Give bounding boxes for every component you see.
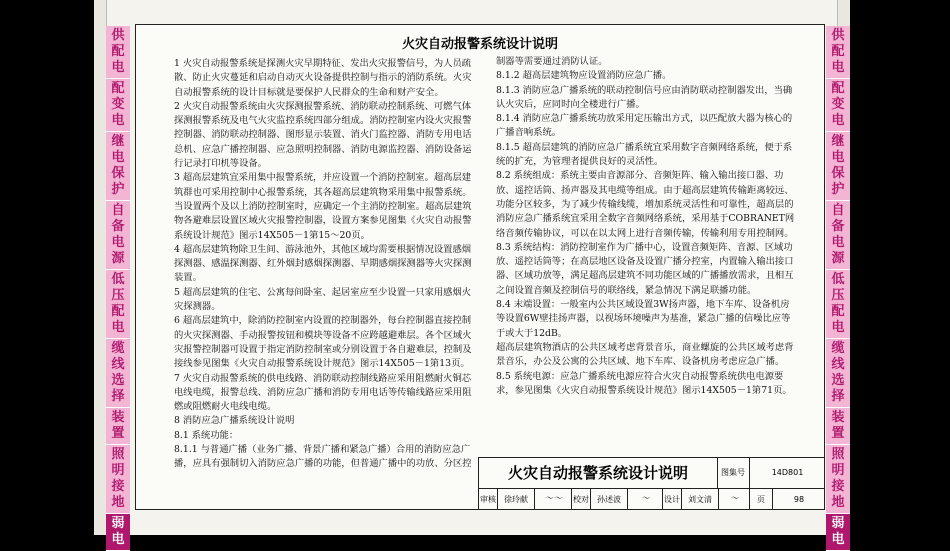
- left-section-tabs: [106, 26, 130, 551]
- paragraph: 8.1.1 与普通广播（业务广播、背景广播和紧急广播）合用的消防应急广播，应具有强制切入消防应急广播的功能，但普通广播中的功放、分区控: [174, 444, 472, 470]
- section-tab[interactable]: 自 备 电 源: [826, 201, 850, 270]
- checker-name: 孙述波: [591, 489, 628, 510]
- paragraph: 4 超高层建筑物除卫生间、游泳池外，其他区域均需要根据情况设置感烟探测器、感温探测器、红外烟封感烟探测器、早期感烟探测器等火灾探测装置。: [174, 243, 472, 284]
- section-tab[interactable]: 弱 电: [106, 514, 130, 551]
- right-text-column: [496, 55, 796, 398]
- designer-name: 刘文清: [682, 489, 719, 510]
- document-title: 火灾自动报警系统设计说明: [401, 37, 558, 52]
- section-tab[interactable]: 供 配 电: [106, 26, 130, 79]
- paragraph: 2 火灾自动报警系统由火灾探测报警系统、消防联动控制系统、可燃气体探测报警系统及电气火灾监控系统四部分组成。消防控制室内设火灾报警控制器、消防联动控制器、图形显示装置、消火门监控器、消防专用电话总机、应急广播控制器、应急照明控制器、消防电源监控器、消防设备运行记录打印机等设备。: [174, 100, 472, 170]
- paragraph: 8.2 系统组成：系统主要由音源部分、音频矩阵、输入输出接口器、功放、遥控话筒、扬声器及其电缆等组成。由于超高层建筑传输距离较远、功能分区较多，为了减少传输线缆，增加系统灵活性和可靠性，超高层的消防应急广播系统宜采用全数字音频网络系统，采用基于COBRANET网络音频传输协议，可以在以太网上进行音频传输，传输利用专用控制网。: [496, 170, 795, 239]
- review-label: 审核: [479, 489, 498, 510]
- designer-signature: ～: [719, 489, 750, 510]
- section-tab[interactable]: 照 明 接 地: [106, 445, 130, 514]
- right-section-tabs: [826, 26, 850, 551]
- page-number: 98: [793, 495, 805, 504]
- paragraph: 超高层建筑物酒店的公共区域考虑背景音乐，商业螺旋的公共区域考虑背景音乐，办公及公寓的公共区域、地下车库、设备机房考虑应急广播。: [496, 341, 794, 368]
- paragraph: 5 超高层建筑的住宅、公寓每间卧室、起居室应至少设置一只家用感烟火灾探测器。: [174, 286, 472, 313]
- paragraph: 8.4 末端设置：一般室内公共区域设置3W扬声器，地下车库、设备机房等设置6W壁挂扬声器，以视场环境噪声为基准，紧急广播的信噪比应等于或大于12dB。: [496, 299, 791, 339]
- paragraph: 1 火灾自动报警系统是探测火灾早期特征、发出火灾报警信号，为人员疏散、防止火灾蔓延和启动自动灭火设备提供控制与指示的消防系统。火灾自动报警系统的设计目标就是要保护人民群众的生命和财产安全。: [174, 58, 472, 98]
- paragraph: 7 火灾自动报警系统的供电线路、消防联动控制线路应采用阻燃耐火铜芯电线电缆，报警总线、消防应急广播和消防专用电话等传输线路应采用阻燃或阻燃耐火电线电缆。: [174, 372, 472, 413]
- paragraph: 3 超高层建筑宜采用集中报警系统，并应设置一个消防控制室。超高层建筑群也可采用控制中心报警系统，其各超高层建筑物采用集中报警系统。当设置两个及以上消防控制室时，应确定一个主消防控制室。超高层建筑物各避难层设置区域火灾报警控制器，设置方案参见图集《火灾自动报警系统设计规范》图示14X505－1第15～20页。: [174, 172, 472, 241]
- section-tab[interactable]: 缆 线 选 择: [826, 339, 850, 408]
- section-tab[interactable]: 配 变 电: [106, 79, 130, 132]
- checker-signature: ～: [628, 489, 663, 510]
- paragraph: 8.1.2 超高层建筑物应设置消防应急广播。: [496, 70, 672, 82]
- paragraph: 8.3 系统结构：消防控制室作为广播中心，设置音频矩阵、音源、区域功放、遥控话筒等；在高层地区设备及设置广播分控室，内置输入输出接口器、区域功放等，满足超高层建筑不同功能区域的广播播放需求，且相互之间设置音频及控制信号的联络线，紧急情况下满足联播功能。: [496, 241, 794, 296]
- section-tab[interactable]: 装 置: [826, 408, 850, 445]
- section-tab[interactable]: 照 明 接 地: [826, 445, 850, 514]
- atlas-no-label: 图集号: [717, 458, 750, 488]
- section-tab[interactable]: 继 电 保 护: [106, 132, 130, 201]
- paragraph: 8.1.4 消防应急广播系统功放采用定压输出方式，以匹配放大器为核心的广播音响系统。: [496, 113, 793, 139]
- title-block: [478, 457, 825, 510]
- section-tab[interactable]: 自 备 电 源: [106, 201, 130, 270]
- page-label: 页: [750, 489, 773, 510]
- check-label: 校对: [572, 489, 591, 510]
- paragraph: 8.1.3 消防应急广播系统的联动控制信号应由消防联动控制器发出，当确认火灾后，应同时向全楼进行广播。: [496, 84, 793, 110]
- section-tab[interactable]: 继 电 保 护: [826, 132, 850, 201]
- section-tab[interactable]: 装 置: [106, 408, 130, 445]
- reviewer-signature: ～～: [535, 489, 572, 510]
- left-text-column: [174, 57, 474, 472]
- section-tab[interactable]: 低 压 配 电: [106, 270, 130, 339]
- paragraph: 8 消防应急广播系统设计说明: [174, 415, 295, 427]
- drawing-frame: [135, 24, 825, 510]
- paragraph: 6 超高层建筑中，除消防控制室内设置的控制器外，每台控制器直接控制的火灾探测器、手动报警按钮和模块等设备不应跨越避难层。各个区域火灾报警控制器可设置于指定消防控制室或分别设置于各自避难层，控制及接线参见图集《火灾自动报警系统设计规范》图示14X505－1第13页。: [174, 315, 472, 370]
- atlas-no: 14D801: [771, 468, 804, 477]
- paragraph: 8.1.5 超高层建筑的消防应急广播系统宜采用数字音频网络系统，便于系统的扩充，为管理者提供良好的灵活性。: [496, 141, 793, 168]
- design-label: 设计: [663, 489, 682, 510]
- section-tab[interactable]: 配 变 电: [826, 79, 850, 132]
- section-tab[interactable]: 供 配 电: [826, 26, 850, 79]
- paragraph: 8.5 系统电源：应急广播系统电源应符合火灾自动报警系统供电电源要求，参见图集《火灾自动报警系统设计规范》图示14X505－1第71页。: [496, 370, 792, 396]
- drawing-title: 火灾自动报警系统设计说明: [479, 458, 718, 488]
- section-tab[interactable]: 弱 电: [826, 514, 850, 551]
- paragraph: 8.1 系统功能：: [174, 429, 239, 441]
- section-tab[interactable]: 缆 线 选 择: [106, 339, 130, 408]
- section-tab[interactable]: 低 压 配 电: [826, 270, 850, 339]
- paragraph: 制器等需要通过消防认证。: [496, 56, 608, 67]
- reviewer-name: 徐玲献: [498, 489, 535, 510]
